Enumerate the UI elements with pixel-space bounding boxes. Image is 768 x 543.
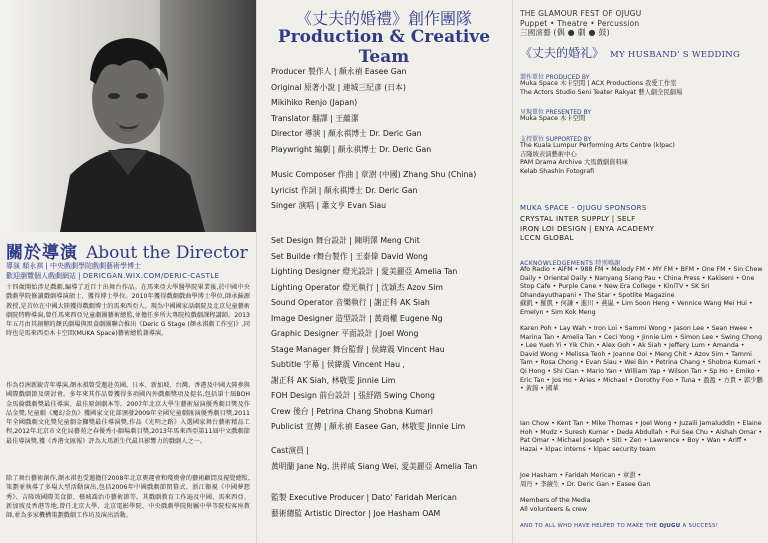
credit-line: Sound Operator 音樂執行 | 謝正科 AK Siah [271, 298, 430, 307]
director-heading-zh: 關於導演 [6, 243, 78, 263]
credit-line: Graphic Designer 平面設計 | Joel Wong [271, 329, 419, 338]
credit-line: 謝正科 AK Siah, 林敬雯 Jinnie Lim [271, 375, 396, 385]
footer-brand: OJUGU [659, 523, 681, 529]
director-heading [6, 238, 248, 263]
credit-line: Cast演員 | [271, 446, 310, 455]
ack-individuals-4: Joe Hasham • Faridah Merican • 章澍 • 周丹 • 李薇生 • Dr. Deric Gan • Easee Gan [520, 472, 651, 488]
sponsors-heading: MUKA SPACE - OJUGU SPONSORS [520, 204, 647, 212]
credit-line: Subtitle 字幕 | 侯緯震 Vincent Hau , [271, 360, 405, 369]
director-bio-paragraph-3: 除了舞台藝術創作,顏永祺也受邀擔任2008年北京奧運會和殘奧會的藝術顧問及視覺總監,策劃並執導了多場大型活動演出,包括2006年中國戲劇節閉幕式、浙江衛視《中國夢想秀》、吉隆坡國際美食節、檳城喬治市藝術節等。其戲劇教育工作遍及中國、馬來西亞、新加坡及香港等地,曾任北京大學、北京電影學院、中央戲劇學院附屬中學等院校客座教師,並為多家機構策劃戲劇工作坊及演出活動。 [6, 475, 250, 520]
credit-line: FOH Design 前台設計 | 張舒踏 Swing Chong [271, 391, 435, 400]
show-title-en: MY HUSBAND' S WEDDING [610, 50, 741, 60]
production-column [256, 0, 512, 543]
credit-line: Producer 製作人 | 顏永禎 Easee Gan [271, 67, 407, 76]
director-bio-paragraph-1: 十四歲開始涉足戲劇,編導了近百十出舞台作品。在馬來亞大學醫學院畢業後,於中國中央戲劇學院修讀戲劇導演碩士、獲得博士學位。2010年獲得戲劇戲曲學博士學位,師承蘇源教授,是首位在中國大陸獲得戲劇博士的馬來西亞人。現為中國國家話劇院及北京兒童藝術劇院特聘導演,曾任馬來西亞兒童劇團藝術總監,並擔任多所大專院校戲劇課程講師。2013年五月由其創辦的顏氏劇場與黑盒劇團聯合推出《Deric G Stage (顏永祺劇工作室)》,同時也是馬來西亞木卡空間(MUKA Space)藝術總監兼導演。 [6, 284, 250, 338]
ack-individuals-1: 蘇凱 • 羅凱 • 何謙 • 進川 • 燕嵐 • Lim Soon Heng • Vennice Wang Mei Hui • Emelyn • Sim Kok Meng [520, 300, 753, 316]
festival-zh: 三國演藝 [520, 28, 551, 37]
credit-line: Image Designer 造型設計 | 黃商權 Eugene Ng [271, 313, 443, 323]
website-label: 歡迎瀏覽個人戲劇網站 | [6, 272, 81, 280]
credit-line: Set Builde r舞台製作 | 王泰偉 David Wong [271, 251, 428, 261]
show-title [520, 42, 740, 61]
supported-by-text: The Kuala Lumpur Performing Arts Centre (klpac) 吉隆坡表演藝術中心 PAM Drama Archive 大馬戲劇資料庫 Kelab Shashin Fotografi [520, 142, 675, 175]
sponsors-list: CRYSTAL INTER SUPPLY | SELF IRON LOI DESIGN | ENYA ACADEMY LCCN GLOBAL [520, 214, 655, 242]
thank-you-footer [520, 523, 718, 529]
credit-line: Original 原著小說 | 連城三紀彥 (日本) [271, 82, 406, 92]
credit-line: Mikihiko Renjo (Japan) [271, 98, 358, 107]
credit-line: Playwright 編劇 | 顏永祺博士 Dr. Deric Gan [271, 144, 432, 154]
produced-by-text: Muka Space 木卡空間 | ACX Productions 我愛工作室 The Actors Studio Seni Teater Rakyat 藝人劇全民劇場 [520, 80, 683, 96]
website-link[interactable]: DERICGAN.WIX.COM/DERIC-CASTLE [82, 272, 220, 280]
festival-tagline: Puppet • Theatre • Percussion [520, 18, 640, 28]
director-byline: 導演 顏永祺 | 中央戲劇學院戲劇藝術學博士 [6, 262, 142, 270]
acknowledgements-heading: ACKNOWLEDGEMENTS 特別鳴謝 [520, 260, 621, 267]
produced-by-heading: 製作單位 PRODUCED BY [520, 74, 590, 81]
festival-header [520, 9, 641, 38]
festival-name: THE GLAMOUR FEST OF OJUGU [520, 9, 642, 18]
credit-line: Publicist 宣傳 | 顏永禎 Easee Gan, 林敬雯 Jinnie Lim [271, 422, 466, 431]
festival-column [512, 0, 768, 543]
credit-line: 黃明蘭 Jane Ng, 洪祥威 Siang Wei, 愛美麗亞 Amelia Tan [271, 461, 478, 471]
footer-text-post: A SUCCESS! [682, 523, 719, 529]
footer-text-pre: AND TO ALL WHO HAVE HELPED TO MAKE THE [520, 523, 658, 529]
credits-cast [271, 443, 511, 474]
credit-line: Translator 翻譯 | 王蘊潔 [271, 113, 359, 123]
credit-line: Lighting Operator 燈光執行 | 沈穎杰 Azov Sim [271, 282, 444, 292]
presented-by-text: Muka Space 木卡空間 [520, 115, 586, 122]
presented-by-heading: 呈現單位 PRESENTED BY [520, 109, 592, 116]
credit-line: Director 導演 | 顏永祺博士 Dr. Deric Gan [271, 129, 422, 138]
credit-line: Singer 演唱 | 蕭文亨 Evan Siau [271, 201, 387, 210]
credit-line: Stage Manager 舞台監督 | 侯緯震 Vincent Hau [271, 344, 445, 354]
credits-group-1 [271, 64, 511, 157]
festival-line3 [520, 28, 641, 38]
credit-line: Set Design 舞台設計 | 陳明澤 Meng Chit [271, 236, 420, 245]
festival-icons: (偶 ● 劇 ● 鼓) [553, 28, 610, 37]
director-column [0, 0, 256, 543]
credits-group-3 [271, 233, 511, 435]
credit-line: Lyricist 作詞 | 顏永祺博士 Dr. Deric Gan [271, 185, 418, 195]
credits-group-2 [271, 167, 511, 214]
director-website-line [6, 271, 219, 281]
ack-media-volunteers: Members of the Media All volunteers & crew [520, 497, 591, 513]
credit-line: Lighting Designer 燈光設計 | 愛美麗亞 Amelia Tan [271, 267, 458, 276]
credit-line: 監製 Executive Producer | Dato' Faridah Merican [271, 493, 457, 502]
director-bio-paragraph-2: 作為亞洲新銳青年導演,顏永祺曾受邀赴英國、日本、新加坡、台灣、香港及中國大陸參與國際戲劇節及研討會。多年來其作品曾獲得多項國內外戲劇獎項及提名,包括第十屆BOH金馬倫戲劇獎最佳導演、最佳原創劇本等。2007年北京大學生藝術展演優秀劇目獎及作品金獎,兒童劇《魔幻金魚》獲國家文化部頒發2009年全國兒童劇匯演優秀劇目獎,2011年全國戲劇文化獎兒童劇金獅獎最佳導演獎,作品《光明之路》入選國家舞台藝術精品工程,2012年北京市文化局藝苑之春優秀小劇場劇目獎,2013年馬來西亞第11屆中文戲劇節最佳導演獎,獲《香港文匯報》評為大馬新生代最具影響力的戲劇人之一。 [6, 382, 250, 445]
credit-line: Music Composer 作曲 | 章澍 (中國) Zhang Shu (China) [271, 170, 477, 179]
director-heading-en: About the Director [86, 243, 248, 263]
ack-media-list: Afo Radio • AiFM • 988 FM • Melody FM • MY FM • BFM • One FM • Sin Chew Daily • Oriental Daily • Nanyang Siang Pau • China Press • Kakiseni • One Stop Cafe • Purple Cane • New Era College • KiniTV • SK Sri Dhandayuthapani • The Star • Spotlite Magazine [520, 266, 763, 299]
credits-executive [271, 490, 511, 521]
show-title-zh: 《丈夫的婚礼》 [520, 46, 605, 60]
ack-individuals-2: Karen Poh • Lay Wah • Iron Loi • Sammi Wong • Jason Lee • Sean Hwee • Marina Tan • Amelia Tan • Ceci Yong • Jinnie Lim • Simon Lee • Swing Chong • Lee Yueh Yi • Yik Chin • Alex Goh • Ak Siah • Jeffery Lum • Amanda • David Wong • Melissa Teoh • Joanne Ooi • Meng Chit • Azov Sim • Tammi Tam • Rosa Chong • Evan Siau • Wei Bin • Petrina Chang • Shobna Kumari • Qi Hong • Shi Cian • Mario Yan • William Yap • Wilson Tan • Sp Ho • Emiko • Eric Tan • Jos Ho • Aries • Michael • Dorothy Foo • Tuna • 盈盈 • 方貴 • 郭少鵬 • 黃錦 • 國華 [520, 325, 763, 393]
ack-individuals-3: Ian Chow • Kent Tan • Mike Thomas • Joel Wong • Juzaili Jamaluddin • Elaine Hoh • Mudz • Suresh Kumar • Deda Abdullah • Pui See Chu • Aishah Omar • Pat Omar • Michael Joseph • Siti • Zen • Lawrence • Boy • Wan • Ariff • Hazai • klpac interns • klpac security team [520, 420, 763, 453]
production-title-en: Production & Creative Team [277, 27, 491, 67]
credit-line: Crew 後台 | Petrina Chang Shobna Kumari [271, 406, 433, 416]
director-portrait-image [0, 0, 256, 232]
director-photo [0, 0, 256, 232]
supported-by-heading: 支持單位 SUPPORTED BY [520, 136, 592, 143]
credit-line: 藝術總監 Artistic Director | Joe Hasham OAM [271, 508, 441, 518]
production-title-zh: 《丈夫的婚禮》創作團隊 [295, 9, 472, 28]
